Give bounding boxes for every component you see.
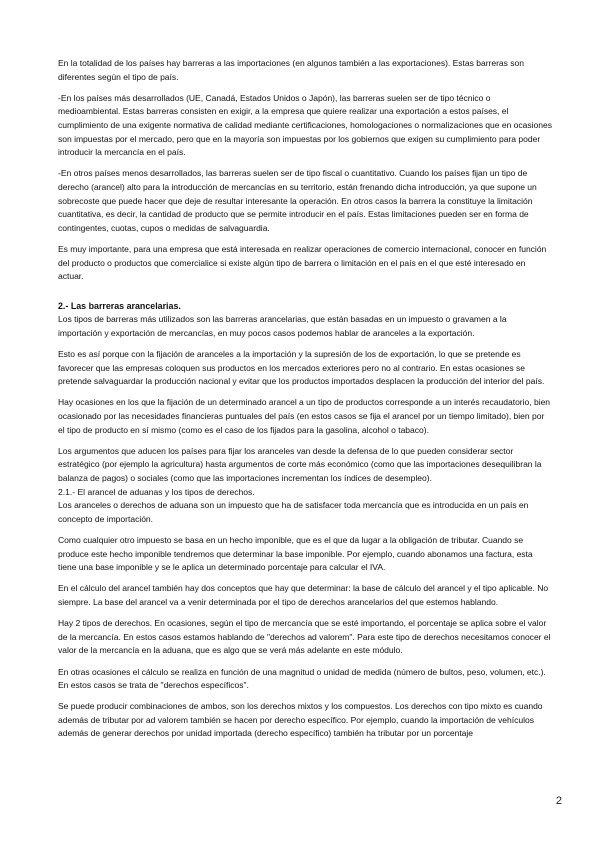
paragraph-developed-countries: -En los países más desarrollados (UE, Canadá, Estados Unidos o Japón), las barreras suelen ser de tipo técnico o medioambiental. Estas barreras consisten en exigir, a la empresa que quiere realizar una exportación a estos países, el cumplimiento de una exigente normativa de calidad mediante certificaciones, homologaciones o normalizaciones que en ocasiones son impuestas por el mercado, pero que en la mayoría son impuestas por los gobiernos que exigen su cumplimiento para poder introducir la mercancía en el país.: [58, 92, 552, 158]
paragraph-importance: Es muy importante, para una empresa que está interesada en realizar operaciones de comercio internacional, conocer en función del producto o productos que comercialice si existe algún tipo de barrera o limitación en el país en el que esté interesado en actuar.: [58, 243, 547, 282]
paragraph-revenue-interest: Hay ocasiones en los que la fijación de un determinado arancel a un tipo de productos corresponde a un interés recaudatorio, bien ocasionado por las necesidades financieras puntuales del país (en estos casos se fija el arancel por un tiempo limitado), bien por el tipo de producto en sí mismo (como es el caso de los fijados para la gasolina, alcohol o tabaco).: [58, 397, 551, 435]
paragraph-arguments: Los argumentos que aducen los países para fijar los aranceles van desde la defensa de lo que pueden considerar sector estratégico (por ejemplo la agricultura) hasta argumentos de corte más económico (como que las importaciones desequilibran la balanza de pagos) o sociales (como que las importaciones incrementan los índices de desempleo).: [58, 445, 542, 483]
subsection-heading: 2.1.- El arancel de aduanas y los tipos de derechos.: [58, 486, 255, 497]
paragraph-specific-duties: En otras ocasiones el cálculo se realiza en función de una magnitud o unidad de medida (número de bultos, peso, volumen, etc.). En estos casos se trata de "derechos específicos".: [58, 666, 546, 691]
paragraph-tariff-calculation: En el cálculo del arancel también hay dos conceptos que hay que determinar: la base de cálculo del arancel y el tipo aplicable. No siempre. La base del arancel va a venir determinada por el tipo de derechos arancelarios del que estemos hablando.: [58, 583, 549, 607]
paragraph-ad-valorem: Hay 2 tipos de derechos. En ocasiones, según el tipo de mercancía que se esté importando, el porcentaje se aplica sobre el valor de la mercancía. En estos casos estamos hablando de "derechos ad valorem". Para este tipo de derechos necesitamos conocer el valor de la mercancía en la aduana, que es algo que se verá más adelante en este módulo.: [58, 618, 551, 656]
paragraph-subsection-intro: Los aranceles o derechos de aduana son un impuesto que ha de satisfacer toda mercancía que es introducida en un país en concepto de importación.: [58, 500, 529, 524]
page-number: 2: [555, 795, 562, 807]
section-heading: 2.- Las barreras arancelarias.: [58, 300, 181, 311]
paragraph-import-tariffs: Esto es así porque con la fijación de aranceles a la importación y la supresión de los de exportación, lo que se pretende es favorecer que las empresas coloquen sus productos en los mercados exteriores pero no al contrario. En estas ocasiones se pretende salvaguardar la producción nacional y evitar que los productos importados desplacen la producción del interior del país.: [58, 349, 545, 387]
paragraph-mixed-duties: Se puede producir combinaciones de ambos, son los derechos mixtos y los compuestos. Los derechos con tipo mixto es cuando además de tributar por ad valorem también se hacen por derecho específico. Por ejemplo, cuando la importación de vehículos además de generar derechos por unidad importada (derecho específico) también ha tributar por un porcentaje: [58, 701, 543, 739]
paragraph-taxable-event: Como cualquier otro impuesto se basa en un hecho imponible, que es el que da lugar a la obligación de tributar. Cuando se produce este hecho imponible tendremos que determinar la base imponible. Por ejemplo, cuando abonamos una factura, esta tiene una base imponible y se le aplica un determinado porcentaje para calcular el IVA.: [58, 534, 533, 573]
paragraph-intro-1: En la totalidad de los países hay barreras a las importaciones (en algunos también a las exportaciones). Estas barreras son diferentes según el tipo de país.: [58, 58, 524, 82]
paragraph-less-developed-countries: -En otros países menos desarrollados, las barreras suelen ser de tipo fiscal o cuantitativo. Cuando los países fijan un tipo de derecho (arancel) alto para la introducción de mercancías en su territorio, están frenando dicha introducción, ya que supone un sobrecoste que puede hacer que deje de resultar interesante la operación. En otros casos la barrera la constituye la limitación cuantitativa, es decir, la cantidad de producto que se permite introducir en el país. Estas limitaciones pueden ser en forma de contingentes, cuotas, cupos o medidas de salvaguardia.: [58, 168, 537, 233]
paragraph-section-intro: Los tipos de barreras más utilizados son las barreras arancelarias, que están basadas en un impuesto o gravamen a la importación y exportación de mercancías, en muy pocos casos podemos hablar de aranceles a la exportación.: [58, 314, 507, 338]
